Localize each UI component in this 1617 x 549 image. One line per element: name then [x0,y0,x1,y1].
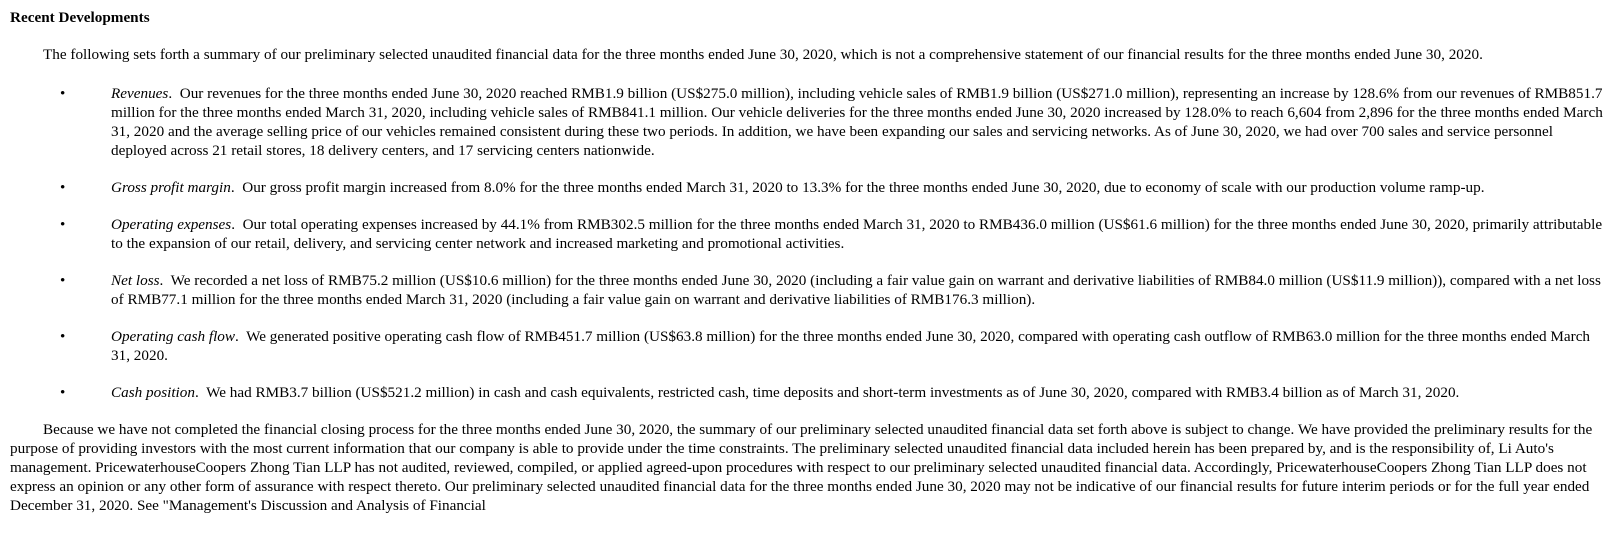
bullet-point-icon: • [60,272,66,289]
closing-paragraph: Because we have not completed the financial closing process for the three months ended June 30, 2020, the summary of our preliminary selected unaudited financial data set forth above is subject to change. We have provided the preliminary results for the purpose of providing investors with the most current information that our company is able to provide under the time constraints. The preliminary selected unaudited financial data included herein has been prepared by, and is the responsibility of, Li Auto's management. PricewaterhouseCoopers Zhong Tian LLP has not audited, reviewed, compiled, or applied agreed-upon procedures with respect to our preliminary selected unaudited financial data. Accordingly, PricewaterhouseCoopers Zhong Tian LLP does not express an opinion or any other form of assurance with respect thereto. Our preliminary selected unaudited financial data for the three months ended June 30, 2020 may not be indicative of our financial results for future interim periods or for the full year ended December 31, 2020. See "Management's Discussion and Analysis of Financial [10,421,1593,514]
bullet-point-icon: • [60,384,66,401]
bullet-operating-expenses [10,215,1610,253]
bullet-text: Our gross profit margin increased from 8.0% for the three months ended March 31, 2020 to 13.3% for the three months ended June 30, 2020, due to economy of scale with our production volume ramp-up. [242,179,1485,196]
bullet-point-icon: • [60,328,66,345]
bullet-point-icon: • [60,216,66,233]
bullet-title: Revenues [111,85,169,102]
bullet-body: Operating expenses. Our total operating expenses increased by 44.1% from RMB302.5 million for the three months ended March 31, 2020 to RMB436.0 million (US$61.6 million) for the three months ended June 30, 2020, primarily attributable to the expansion of our retail, delivery, and servicing center network and increased marketing and promotional activities. [111,216,1603,252]
bullet-title: Operating expenses [111,216,232,233]
bullet-text: Our revenues for the three months ended June 30, 2020 reached RMB1.9 billion (US$275.0 million), including vehicle sales of RMB1.9 billion (US$271.0 million), representing an increase by 128.6% from our revenues of RMB851.7 million for the three months ended March 31, 2020, including vehicle sales of RMB841.1 million. Our vehicle deliveries for the three months ended June 30, 2020 increased by 128.0% to reach 6,604 from 2,896 for the three months ended March 31, 2020 and the average selling price of our vehicles remained consistent during these two periods. In addition, we have been expanding our sales and servicing networks. As of June 30, 2020, we had over 700 sales and service personnel deployed across 21 retail stores, 18 delivery centers, and 17 servicing centers nationwide. [111,85,1603,159]
bullet-body: Net loss. We recorded a net loss of RMB75.2 million (US$10.6 million) for the three months ended June 30, 2020 (including a fair value gain on warrant and derivative liabilities of RMB84.0 million (US$11.9 million)), compared with a net loss of RMB77.1 million for the three months ended March 31, 2020 (including a fair value gain on warrant and derivative liabilities of RMB176.3 million). [111,272,1601,308]
bullet-text: We had RMB3.7 billion (US$521.2 million) in cash and cash equivalents, restricted cash, time deposits and short-term investments as of June 30, 2020, compared with RMB3.4 billion as of March 31, 2020. [206,384,1460,401]
bullet-text: We generated positive operating cash flow of RMB451.7 million (US$63.8 million) for the three months ended June 30, 2020, compared with operating cash outflow of RMB63.0 million for the three months ended March 31, 2020. [111,328,1591,364]
bullet-text: We recorded a net loss of RMB75.2 million (US$10.6 million) for the three months ended June 30, 2020 (including a fair value gain on warrant and derivative liabilities of RMB84.0 million (US$11.9 million)), compared with a net loss of RMB77.1 million for the three months ended March 31, 2020 (including a fair value gain on warrant and derivative liabilities of RMB176.3 million). [111,272,1601,308]
bullet-point-icon: • [60,85,66,102]
bullet-operating-cash-flow [10,327,1610,365]
bullet-body: Operating cash flow. We generated positive operating cash flow of RMB451.7 million (US$63.8 million) for the three months ended June 30, 2020, compared with operating cash outflow of RMB63.0 million for the three months ended March 31, 2020. [111,328,1591,364]
bullet-title: Operating cash flow [111,328,236,345]
bullet-revenues [10,84,1610,160]
bullet-list [10,84,1610,402]
bullet-title: Cash position [111,384,195,401]
bullet-text: Our total operating expenses increased by 44.1% from RMB302.5 million for the three months ended March 31, 2020 to RMB436.0 million (US$61.6 million) for the three months ended June 30, 2020, primarily attributable to the expansion of our retail, delivery, and servicing center network and increased marketing and promotional activities. [111,216,1603,252]
bullet-body: Gross profit margin. Our gross profit margin increased from 8.0% for the three months ended March 31, 2020 to 13.3% for the three months ended June 30, 2020, due to economy of scale with our production volume ramp-up. [111,179,1485,196]
bullet-net-loss [10,271,1610,309]
intro-paragraph: The following sets forth a summary of our preliminary selected unaudited financial data for the three months ended June 30, 2020, which is not a comprehensive statement of our financial results for the three months ended June 30, 2020. [43,46,1483,63]
section-heading: Recent Developments [10,9,150,26]
bullet-body: Cash position. We had RMB3.7 billion (US$521.2 million) in cash and cash equivalents, restricted cash, time deposits and short-term investments as of June 30, 2020, compared with RMB3.4 billion as of March 31, 2020. [111,384,1460,401]
bullet-title: Gross profit margin [111,179,231,196]
bullet-title: Net loss [111,272,160,289]
bullet-point-icon: • [60,179,66,196]
bullet-body: Revenues. Our revenues for the three months ended June 30, 2020 reached RMB1.9 billion (US$275.0 million), including vehicle sales of RMB1.9 billion (US$271.0 million), representing an increase by 128.6% from our revenues of RMB851.7 million for the three months ended March 31, 2020, including vehicle sales of RMB841.1 million. Our vehicle deliveries for the three months ended June 30, 2020 increased by 128.0% to reach 6,604 from 2,896 for the three months ended March 31, 2020 and the average selling price of our vehicles remained consistent during these two periods. In addition, we have been expanding our sales and servicing networks. As of June 30, 2020, we had over 700 sales and service personnel deployed across 21 retail stores, 18 delivery centers, and 17 servicing centers nationwide. [111,85,1603,159]
bullet-cash-position [10,383,1610,402]
document-page [10,8,1610,515]
bullet-gross-profit-margin [10,178,1610,197]
